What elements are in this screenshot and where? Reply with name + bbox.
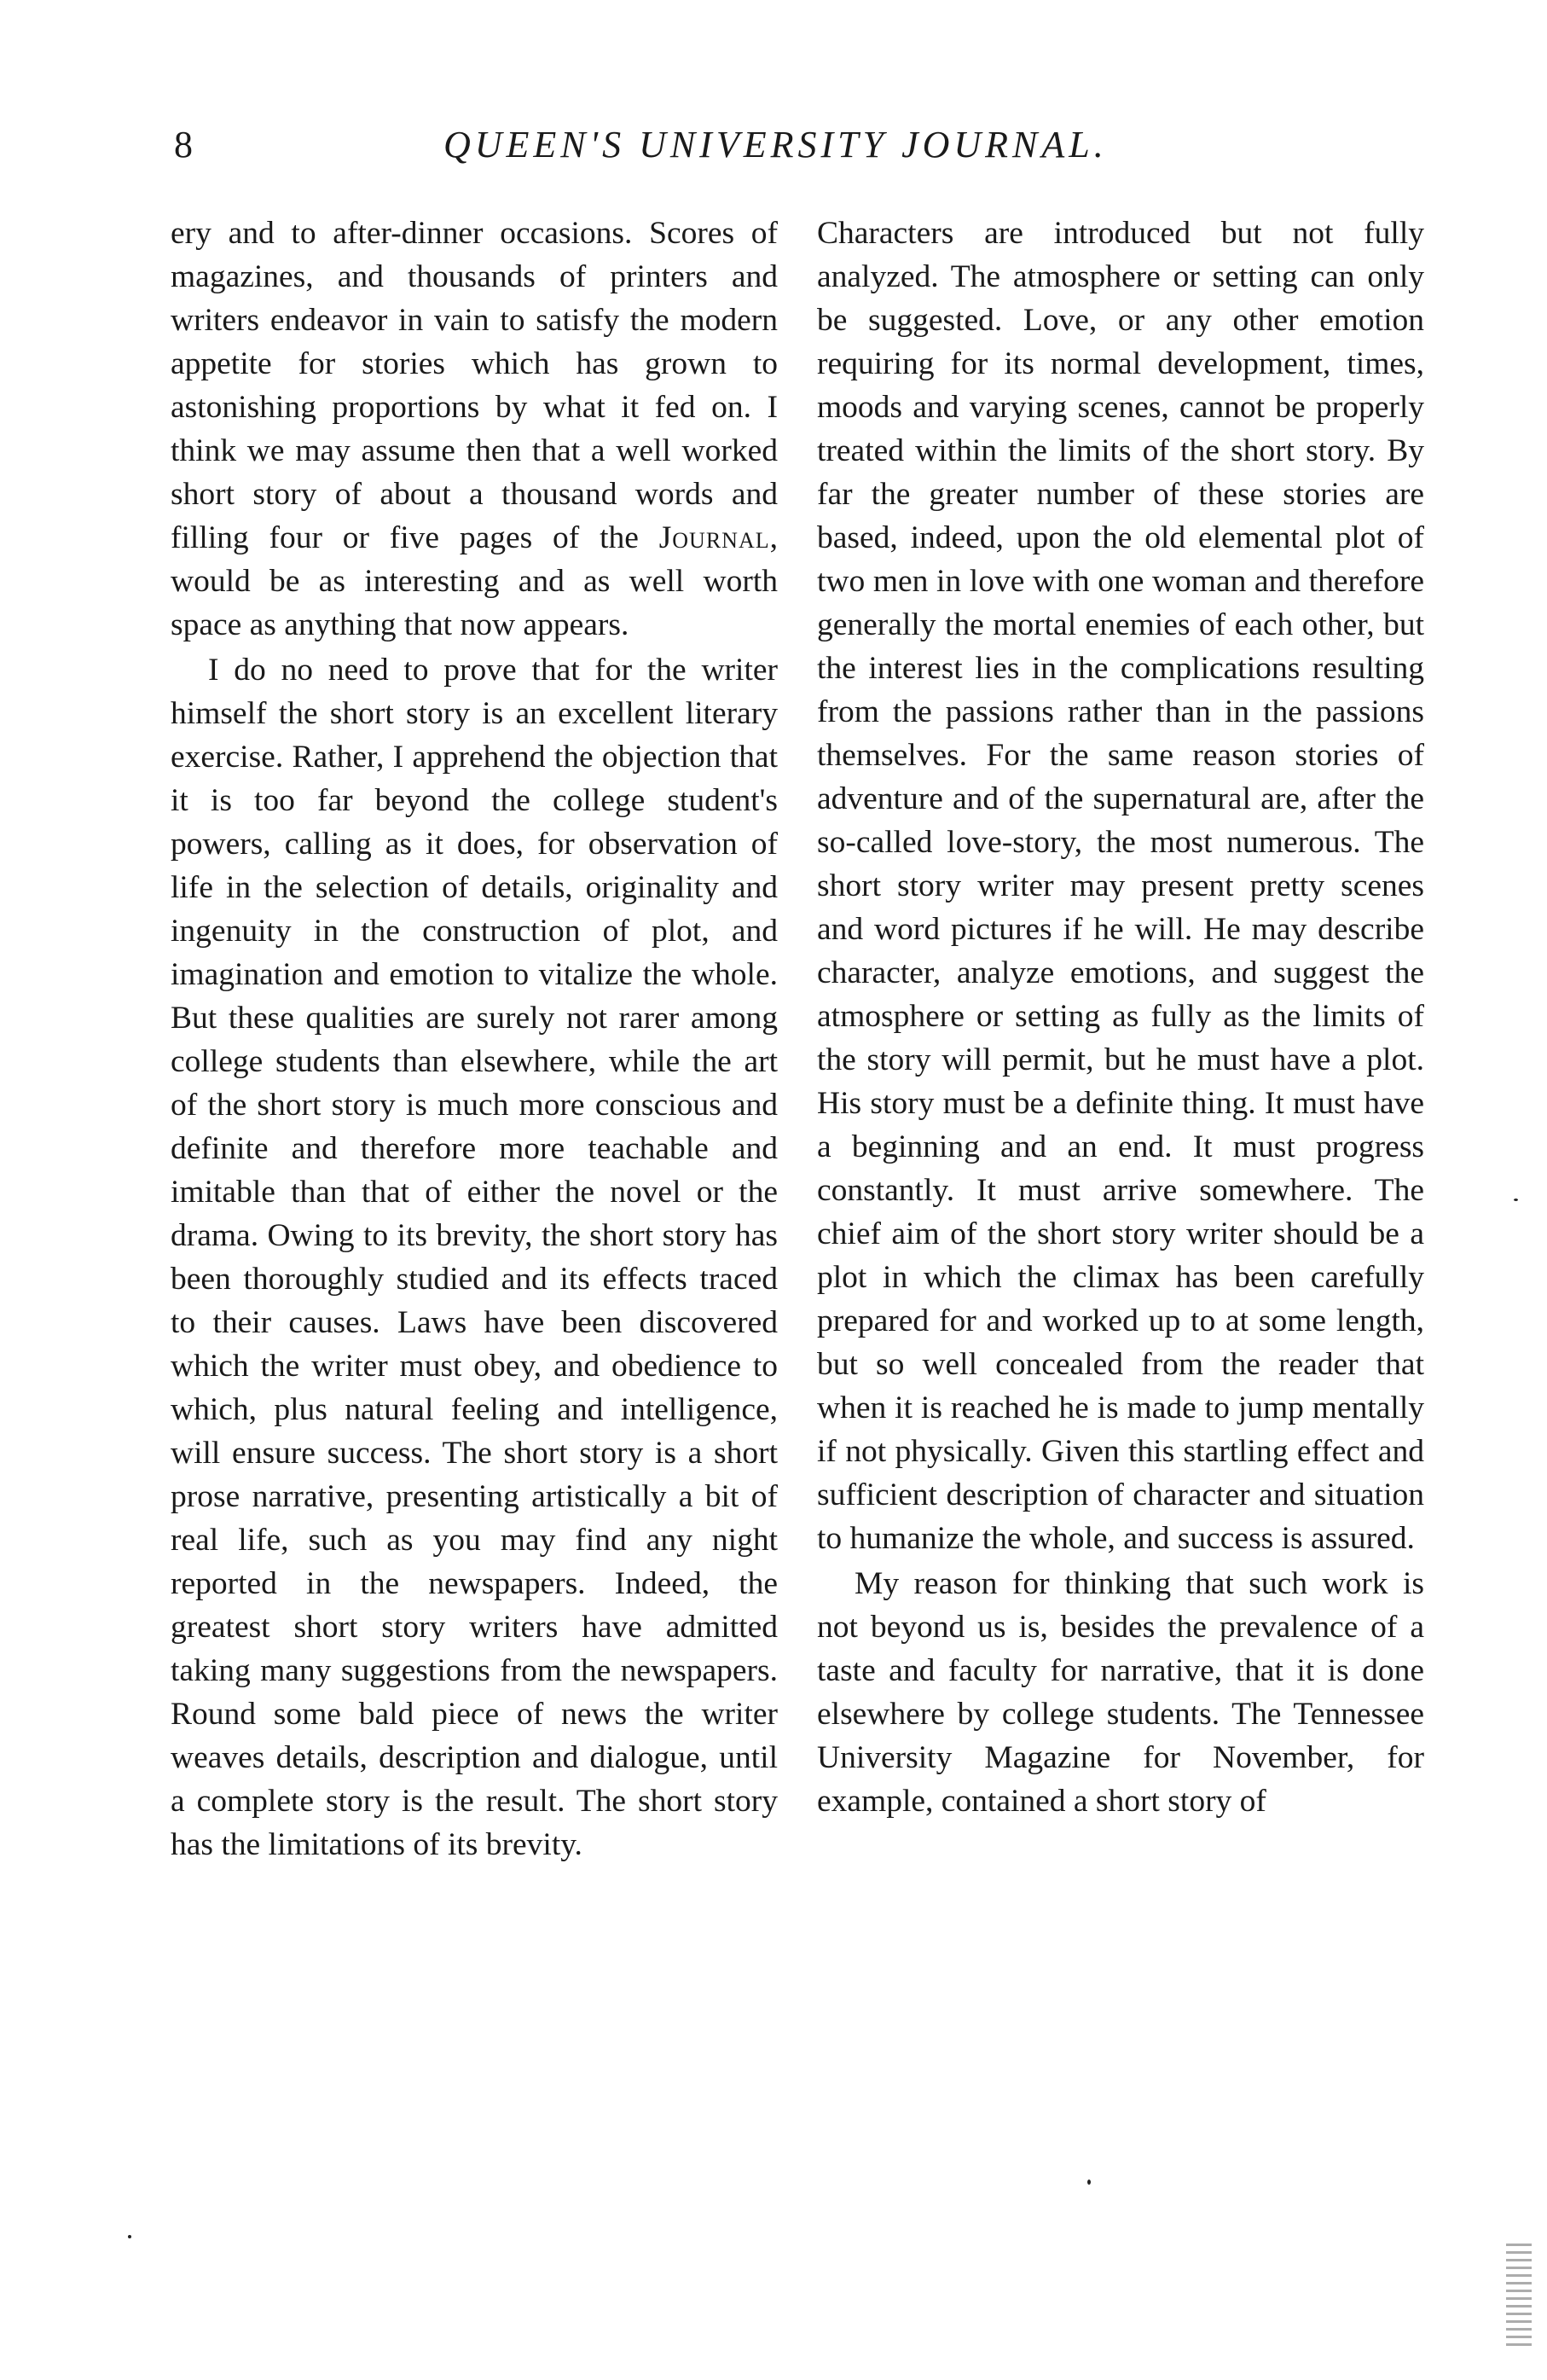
running-title: QUEEN'S UNIVERSITY JOURNAL. xyxy=(443,124,1108,165)
left-paragraph-1 xyxy=(171,212,778,647)
right-column xyxy=(817,212,1424,1823)
ink-speck xyxy=(128,2235,131,2238)
page-number: 8 xyxy=(174,124,193,165)
ink-speck xyxy=(1514,1199,1518,1201)
ink-speck xyxy=(1087,2180,1091,2185)
right-paragraph-2: My reason for thinking that such work is not beyond us is, besides the prevalence of a taste and faculty for narrative, that it is done elsewhere by college students. The Tennessee University Magazine for November, for example, contained a short story of xyxy=(817,1566,1424,1819)
left-paragraph-1-end: , would be as interesting and as well worth space as anything that now appears. xyxy=(171,520,778,642)
page-header xyxy=(171,119,1484,171)
page-edge-wear xyxy=(1506,2244,1532,2346)
left-column xyxy=(171,212,778,1866)
left-paragraph-1-text: ery and to after-dinner occasions. Scores of magazines, and thousands of printers and writers endeavor in vain to satisfy the modern appetite for stories which has grown to astonishing proportions by what it fed on. I think we may assume then that a well worked short story of about a thousand words and filling four or five pages of the xyxy=(171,216,778,555)
journal-small-caps: Journal xyxy=(658,520,770,555)
right-paragraph-1: Characters are introduced but not fully analyzed. The atmosphere or setting can only be suggested. Love, or any other emotion requiring for its normal development, times, moods and varying scenes, cannot be properly treated within the limits of the short story. By far the greater number of these stories are based, indeed, upon the old elemental plot of two men in love with one woman and therefore generally the mortal enemies of each other, but the interest lies in the complications resulting from the passions rather than in the passions themselves. For the same reason stories of adventure and of the supernatural are, after the so-called love-story, the most numerous. The short story writer may present pretty scenes and word pictures if he will. He may describe character, analyze emotions, and suggest the atmosphere or setting as fully as the limits of the story will permit, but he must have a plot. His story must be a definite thing. It must have a beginning and an end. It must progress constantly. It must arrive somewhere. The chief aim of the short story writer should be a plot in which the climax has been carefully prepared for and worked up to at some length, but so well concealed from the reader that when it is reached he is made to jump mentally if not physically. Given this startling effect and sufficient description of character and situation to humanize the whole, and success is assured. xyxy=(817,216,1424,1556)
left-paragraph-2: I do no need to prove that for the writer himself the short story is an excellent literary exercise. Rather, I apprehend the objection that it is too far beyond the college student's powers, calling as it does, for observation of life in the selection of details, originality and ingenuity in the construction of plot, and imagination and emotion to vitalize the whole. But these qualities are surely not rarer among college students than elsewhere, while the art of the short story is much more conscious and definite and therefore more teachable and imitable than that of either the novel or the drama. Owing to its brevity, the short story has been thoroughly studied and its effects traced to their causes. Laws have been discovered which the writer must obey, and obedience to which, plus natural feeling and intelligence, will ensure success. The short story is a short prose narrative, presenting artistically a bit of real life, such as you may find any night reported in the newspapers. Indeed, the greatest short story writers have admitted taking many suggestions from the newspapers. Round some bald piece of news the writer weaves details, description and dialogue, until a complete story is the result. The short story has the limitations of its brevity. xyxy=(171,653,778,1862)
